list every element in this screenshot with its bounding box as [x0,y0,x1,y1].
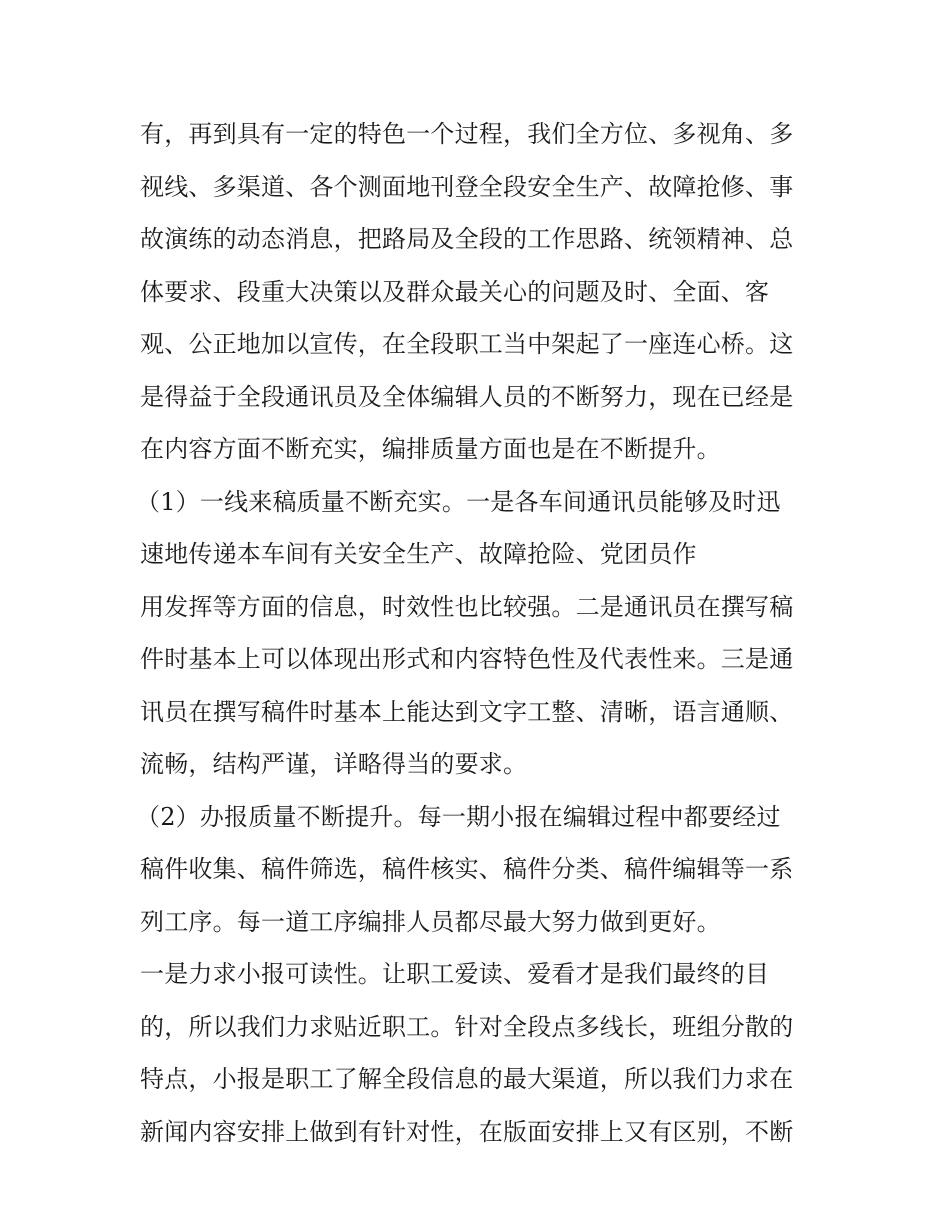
text-line: （2）办报质量不断提升。每一期小报在编辑过程中都要经过 [136,802,781,831]
text-line: 观、公正地加以宣传，在全段职工当中架起了一座连心桥。这 [140,330,794,358]
text-line: 特点，小报是职工了解全段信息的最大渠道，所以我们力求在 [140,1065,794,1093]
text-line: 件时基本上可以体现出形式和内容特色性及代表性来。三是通 [140,645,794,673]
text-line: 稿件收集、稿件筛选，稿件核实、稿件分类、稿件编辑等一系 [140,855,794,883]
text-line: 用发挥等方面的信息，时效性也比较强。二是通讯员在撰写稿 [140,592,794,621]
text-line: 在内容方面不断充实，编排质量方面也是在不断提升。 [140,435,721,463]
text-line: 是得益于全段通讯员及全体编辑人员的不断努力，现在已经是 [140,382,794,411]
text-line: 列工序。每一道工序编排人员都尽最大努力做到更好。 [140,907,721,936]
text-line: 的，所以我们力求贴近职工。针对全段点多线长，班组分散的 [140,1012,794,1041]
text-line: 速地传递本车间有关安全生产、故障抢险、党团员作 [140,540,697,568]
text-line: 有，再到具有一定的特色一个过程，我们全方位、多视角、多 [140,120,794,148]
text-line: 讯员在撰写稿件时基本上能达到文字工整、清晰，语言通顺、 [140,697,794,726]
text-line: 新闻内容安排上做到有针对性，在版面安排上又有区别，不断 [140,1117,794,1146]
text-line: 流畅，结构严谨，详略得当的要求。 [140,750,528,778]
text-line: 体要求、段重大决策以及群众最关心的问题及时、全面、客 [140,277,770,306]
text-line: 一是力求小报可读性。让职工爱读、爱看才是我们最终的目 [140,960,770,988]
text-line: 故演练的动态消息，把路局及全段的工作思路、统领精神、总 [140,225,794,253]
text-line: （1）一线来稿质量不断充实。一是各车间通讯员能够及时迅 [136,487,781,516]
document-body [136,108,820,1158]
text-line: 视线、多渠道、各个测面地刊登全段安全生产、故障抢修、事 [140,172,794,201]
